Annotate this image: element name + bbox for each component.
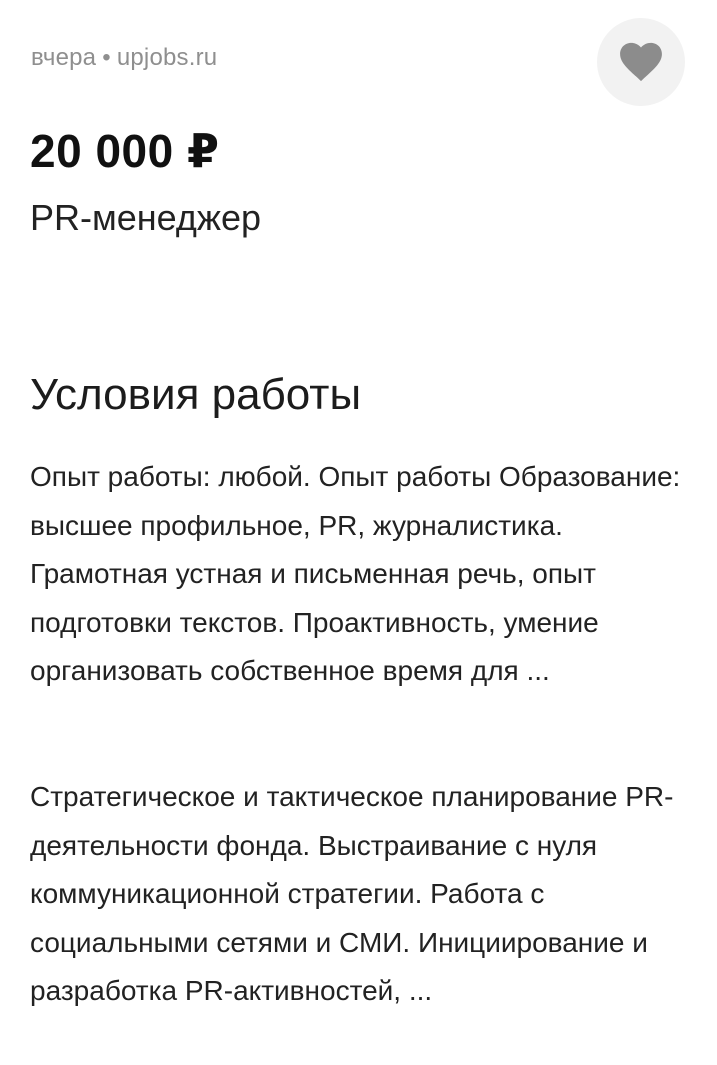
requirements-paragraph: Опыт работы: любой. Опыт работы Образование: высшее профильное, PR, журналистика. Грамотная устная и письменная речь, опыт подготовки текстов. Проактивность, умение организовать собственное время для ... [30, 461, 681, 686]
duties-paragraph: Стратегическое и тактическое планирование PR-деятельности фонда. Выстраивание с нуля коммуникационной стратегии. Работа с социальными сетями и СМИ. Инициирование и разработка PR-активностей, ... [30, 781, 674, 1006]
heart-icon [619, 42, 663, 82]
favorite-button[interactable] [597, 18, 685, 106]
job-title[interactable]: PR-менеджер [30, 197, 262, 238]
meta-separator: • [102, 44, 111, 71]
listing-meta [31, 44, 217, 72]
section-heading-conditions: Условия работы [30, 370, 362, 419]
salary: 20 000 ₽ [30, 125, 220, 177]
source-site[interactable]: upjobs.ru [116, 44, 218, 71]
posted-date: вчера [31, 44, 97, 71]
